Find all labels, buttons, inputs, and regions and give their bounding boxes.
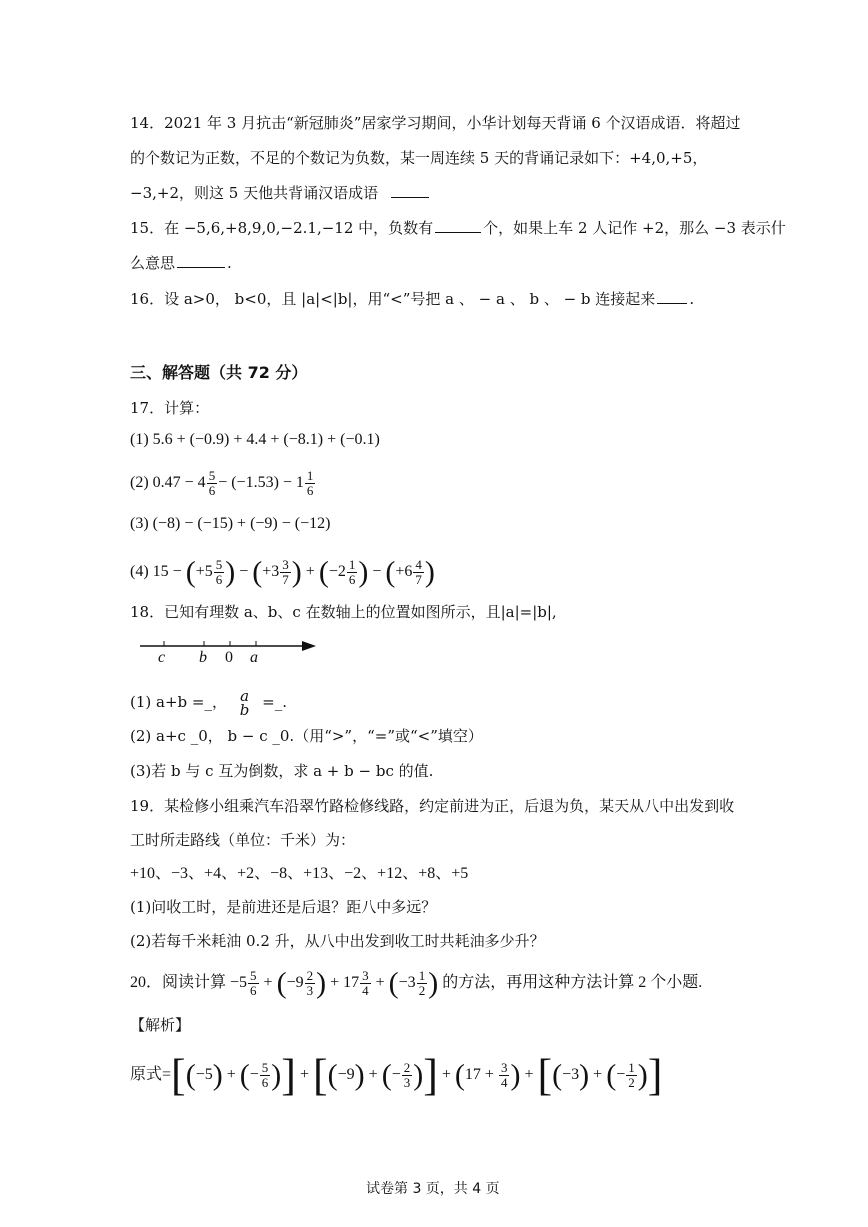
yuanshi-label: 原式= [130,1066,172,1083]
q17-part2-a: (2) 0.47 − 4 [130,474,206,491]
q15-text-c: 么意思 [130,254,176,272]
q18-part1 [130,682,287,722]
fraction: $\frac{5}{6}$ [208,467,216,498]
q19-part2: (2)若每千米耗油 0.2 升，从八中出发到收工时共耗油多少升？ [130,932,545,950]
q16-end: . [689,290,695,308]
fraction-a-over-b: a b [239,687,250,719]
q14-line1: 14．2021 年 3 月抗击“新冠肺炎”居家学习期间，小华计划每天背诵 6 个汉语成语．将超过 [130,114,741,132]
axis-label-zero: 0 [225,649,233,666]
q15-line1 [130,218,786,238]
q20-line: 20．阅读计算 −5 $\frac{5}{6}$ + (−9 $\frac{2}{3}$ ) + 17 $\frac{3}{4}$ + (−3 $\frac{1}{2}$ ) 的方法，再用这种方法计算 2 个小题. [130,966,703,1000]
q15-line2 [130,253,232,273]
q18-part1-b: =_. [262,693,287,711]
q18-part1-a: (1) a+b =_， [130,693,227,711]
q20-text-a: 20．阅读计算 −5 [130,974,248,991]
jiexi-label: 【解析】 [130,1016,191,1034]
q17-part4: (4) 15 − (+5 $\frac{5}{6}$ ) − (+3 $\frac{3}{7}$ ) + (−2 $\frac{1}{6}$ ) − (+6 $\frac{4}{7}$ ) [130,555,435,589]
q17-part2 [130,466,316,500]
q14-line2: 的个数记为正数，不足的个数记为负数，某一周连续 5 天的背诵记录如下：+4,0,+5， [130,149,708,167]
axis-label-c: c [158,649,166,666]
axis-label-a: a [250,649,258,666]
answer-blank [391,183,429,198]
q17-title: 17．计算： [130,399,210,417]
axis-label-b: b [199,649,207,666]
q14-line3-text: −3,+2，则这 5 天他共背诵汉语成语 [130,184,379,202]
answer-blank [657,289,687,304]
q18-title: 18．已知有理数 a、b、c 在数轴上的位置如图所示，且|a|=|b|, [130,603,557,621]
q19-line1: 19．某检修小组乘汽车沿翠竹路检修线路，约定前进为正，后退为负，某天从八中出发到收 [130,797,735,815]
q17-part4-a: (4) 15 − [130,563,182,580]
q19-part1: (1)问收工时，是前进还是后退？距八中多远？ [130,898,437,916]
q20-text-b: 的方法，再用这种方法计算 2 个小题. [442,974,703,991]
answer-blank [177,253,225,268]
q19-line2: 工时所走路线（单位：千米）为： [130,831,356,849]
q20-expansion: 原式=[(−5) + (− $\frac{5}{6}$ )] + [(−9) + (− $\frac{2}{3}$ )] + (17 + $\frac{3}{4}$ ) + [(−3) + (− $\frac{1}{2}$ )] [130,1050,663,1100]
q18-part2: (2) a+c _0， b − c _0.（用“>”，“=”或“<”填空） [130,727,483,745]
answer-blank [435,218,481,233]
section-heading: 三、解答题（共 72 分） [130,363,308,382]
q15-text-d: . [227,254,232,272]
q17-part3: (3) (−8) − (−15) + (−9) − (−12) [130,515,331,532]
q17-part2-b: − (−1.53) − 1 [218,474,304,491]
q14-line3 [130,183,431,203]
q19-line3: +10、−3、+4、+2、−8、+13、−2、+12、+8、+5 [130,865,469,882]
q18-part3: (3)若 b 与 c 互为倒数，求 a + b − bc 的值. [130,762,434,780]
q17-part1: (1) 5.6 + (−0.9) + 4.4 + (−8.1) + (−0.1) [130,431,380,448]
q15-text-a: 15．在 −5,6,+8,9,0,−2.1,−12 中，负数有 [130,219,434,237]
q15-text-b: 个，如果上车 2 人记作 +2，那么 −3 表示什 [483,219,786,237]
q16-text: 16．设 a>0， b<0，且 |a|<|b|，用“<”号把 a 、 − a 、 b 、 − b 连接起来 [130,290,656,308]
q16-line [130,289,694,309]
page-footer: 试卷第 3 页，共 4 页 [366,1181,500,1197]
fraction: $\frac{1}{6}$ [306,467,314,498]
